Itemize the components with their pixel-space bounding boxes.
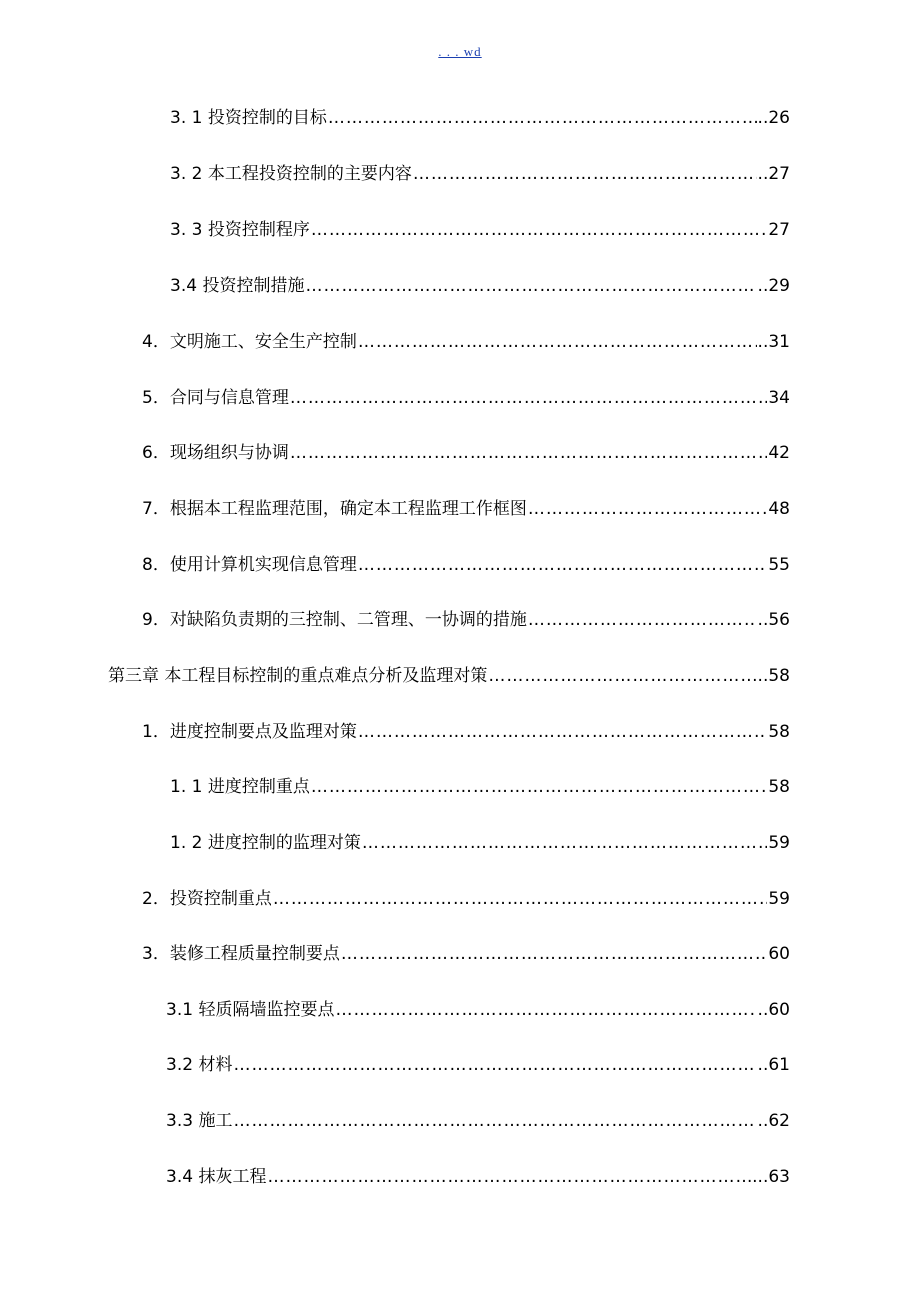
toc-entry-page: ..61 (757, 1055, 790, 1075)
toc-leader-dots (528, 497, 768, 521)
toc-entry[interactable] (142, 386, 790, 410)
toc-entry-page: 42 (768, 443, 790, 463)
toc-entry[interactable] (142, 553, 790, 577)
toc-leader-dots (413, 162, 757, 186)
toc-entry-page: 34 (768, 388, 790, 408)
toc-entry-label: 1．进度控制要点及监理对策 (142, 722, 357, 742)
toc-entry-label: 3. 2 本工程投资控制的主要内容 (170, 164, 412, 184)
toc-entry[interactable] (142, 441, 790, 465)
toc-entry-page: 59 (768, 889, 790, 909)
toc-entry[interactable] (166, 998, 790, 1022)
toc-entry-page: ..56 (757, 610, 790, 630)
toc-chapter-entry[interactable] (108, 664, 790, 688)
toc-entry-label: 3.1 轻质隔墙监控要点 (166, 1000, 335, 1020)
toc-entry-page: ..29 (757, 276, 790, 296)
toc-entry-page: ..62 (757, 1111, 790, 1131)
toc-entry[interactable] (142, 608, 790, 632)
toc-entry-label: 8．使用计算机实现信息管理 (142, 555, 357, 575)
toc-leader-dots (358, 330, 757, 354)
toc-entry-page: 27 (768, 220, 790, 240)
toc-entry-label: 1. 1 进度控制重点 (170, 777, 310, 797)
toc-entry-label: 3.2 材料 (166, 1055, 233, 1075)
toc-entry[interactable] (170, 106, 790, 130)
toc-entry-page: 60 (768, 944, 790, 964)
toc-entry[interactable] (142, 720, 790, 744)
toc-leader-dots (290, 386, 768, 410)
toc-entry-label: 第三章 本工程目标控制的重点难点分析及监理对策 (108, 666, 488, 686)
toc-entry-page: ...63 (752, 1167, 790, 1187)
toc-leader-dots (358, 720, 768, 744)
toc-leader-dots (233, 1109, 756, 1133)
toc-entry[interactable] (170, 831, 790, 855)
toc-entry[interactable] (166, 1165, 790, 1189)
toc-entry-page: 58 (768, 722, 790, 742)
page-header: . . . wd (438, 44, 482, 59)
toc-entry-label: 4．文明施工、安全生产控制 (142, 332, 357, 352)
toc-entry-page: 48 (768, 499, 790, 519)
toc-entry-label: 3.4 抹灰工程 (166, 1167, 267, 1187)
toc-entry[interactable] (166, 1109, 790, 1133)
toc-entry[interactable] (170, 162, 790, 186)
toc-entry-label: 7．根据本工程监理范围，确定本工程监理工作框图 (142, 499, 527, 519)
toc-entry[interactable] (142, 887, 790, 911)
toc-entry-page: 59 (768, 833, 790, 853)
toc-leader-dots (233, 1053, 756, 1077)
toc-entry[interactable] (142, 330, 790, 354)
toc-leader-dots (358, 553, 768, 577)
toc-entry-label: 5．合同与信息管理 (142, 388, 289, 408)
toc-entry-label: 3.4 投资控制措施 (170, 276, 305, 296)
toc-leader-dots (273, 887, 768, 911)
toc-entry[interactable] (170, 218, 790, 242)
toc-entry-page: ..60 (757, 1000, 790, 1020)
toc-entry[interactable] (166, 1053, 790, 1077)
toc-leader-dots (328, 106, 757, 130)
toc-entry-label: 9．对缺陷负责期的三控制、二管理、一协调的措施 (142, 610, 527, 630)
toc-leader-dots (267, 1165, 751, 1189)
toc-leader-dots (335, 998, 756, 1022)
toc-entry-label: 3．装修工程质量控制要点 (142, 944, 340, 964)
toc-leader-dots (290, 441, 768, 465)
toc-entry-label: 1. 2 进度控制的监理对策 (170, 833, 361, 853)
toc-leader-dots (311, 775, 768, 799)
toc-entry-page: ..26 (757, 108, 790, 128)
toc-entry-label: 3. 3 投资控制程序 (170, 220, 310, 240)
toc-entry-page: ...58 (752, 666, 790, 686)
toc-entry[interactable] (170, 775, 790, 799)
toc-leader-dots (362, 831, 768, 855)
toc-entry-label: 3. 1 投资控制的目标 (170, 108, 327, 128)
toc-leader-dots (305, 274, 756, 298)
toc-leader-dots (528, 608, 757, 632)
toc-entry-page: 58 (768, 777, 790, 797)
toc-entry-label: 2．投资控制重点 (142, 889, 272, 909)
toc-entry-page: ..31 (757, 332, 790, 352)
toc-entry[interactable] (142, 497, 790, 521)
toc-leader-dots (488, 664, 751, 688)
toc-leader-dots (341, 942, 768, 966)
toc-entry-label: 6．现场组织与协调 (142, 443, 289, 463)
toc-entry-label: 3.3 施工 (166, 1111, 233, 1131)
toc-entry[interactable] (142, 942, 790, 966)
toc-entry-page: ..27 (757, 164, 790, 184)
toc-entry[interactable] (170, 274, 790, 298)
toc-entry-page: 55 (768, 555, 790, 575)
toc-leader-dots (311, 218, 768, 242)
